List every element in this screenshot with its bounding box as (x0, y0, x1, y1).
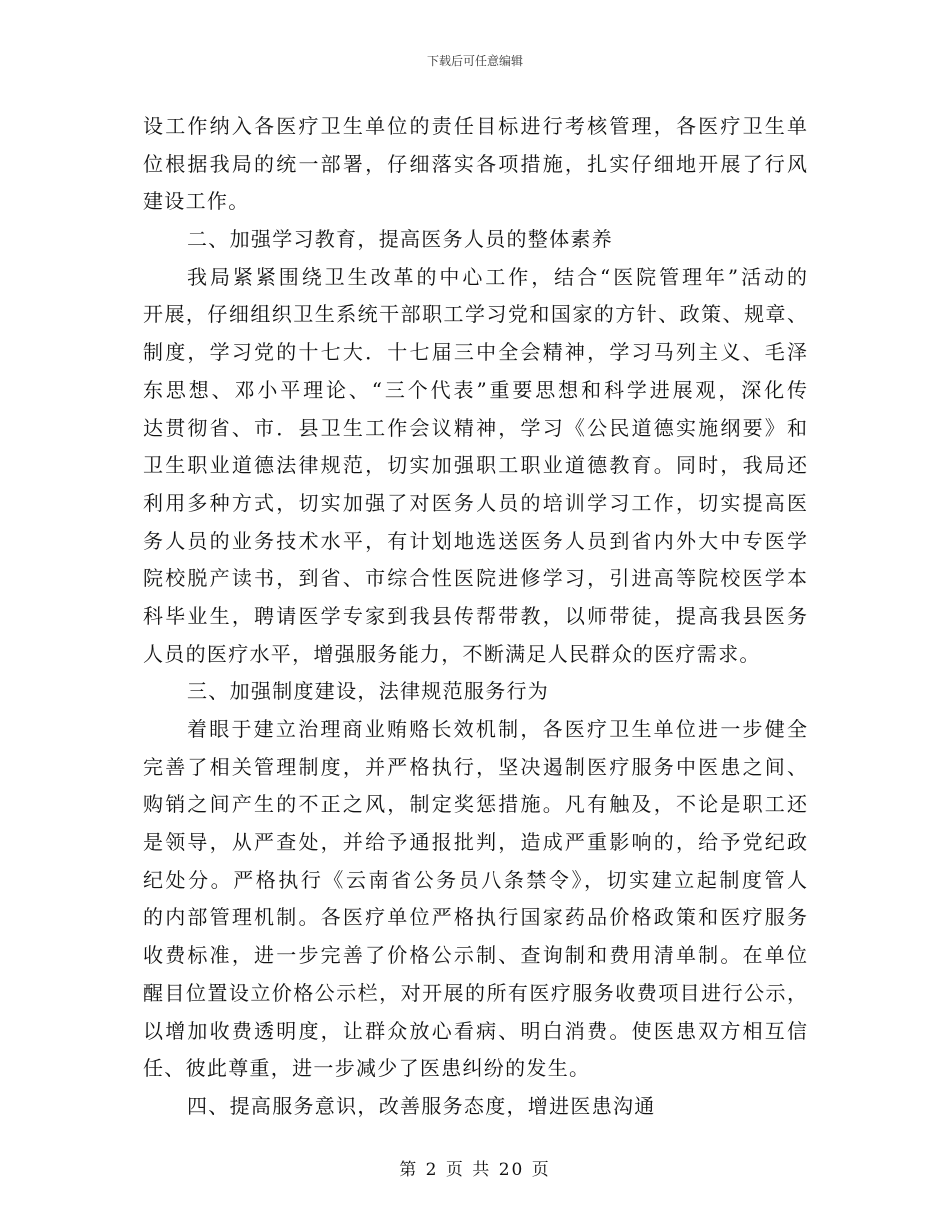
text-line: 务人员的业务技术水平，有计划地选送医务人员到省内外大中专医学 (143, 528, 807, 553)
text-line: 达贯彻省、市．县卫生工作会议精神，学习《公民道德实施纲要》和 (143, 415, 807, 440)
section-heading: 四、提高服务意识，改善服务态度，增进医患沟通 (187, 1093, 656, 1118)
text-line: 收费标准，进一步完善了价格公示制、查询制和费用清单制。在单位 (143, 943, 807, 968)
text-line: 制度，学习党的十七大．十七届三中全会精神，学习马列主义、毛泽 (143, 340, 807, 365)
text-line: 以增加收费透明度，让群众放心看病、明白消费。使医患双方相互信 (143, 1018, 807, 1043)
text-line: 东思想、邓小平理论、“三个代表”重要思想和科学进展观，深化传 (143, 377, 807, 402)
section-heading: 三、加强制度建设，法律规范服务行为 (187, 679, 550, 704)
document-body (143, 108, 807, 1126)
text-line: 开展，仔细组织卫生系统干部职工学习党和国家的方针、政策、规章、 (143, 302, 807, 327)
text-line: 任、彼此尊重，进一步减少了医患纠纷的发生。 (143, 1056, 591, 1081)
text-line: 院校脱产读书，到省、市综合性医院进修学习，引进高等院校医学本 (143, 566, 807, 591)
text-line: 的内部管理机制。各医疗单位严格执行国家药品价格政策和医疗服务 (143, 905, 807, 930)
text-line: 人员的医疗水平，增强服务能力，不断满足人民群众的医疗需求。 (143, 641, 761, 666)
text-line: 科毕业生，聘请医学专家到我县传帮带教，以师带徒，提高我县医务 (143, 603, 807, 628)
page-number: 第 2 页 共 20 页 (399, 1160, 551, 1180)
text-line: 卫生职业道德法律规范，切实加强职工职业道德教育。同时，我局还 (143, 453, 807, 478)
text-line: 购销之间产生的不正之风，制定奖惩措施。凡有触及，不论是职工还 (143, 792, 807, 817)
text-line: 利用多种方式，切实加强了对医务人员的培训学习工作，切实提高医 (143, 490, 807, 515)
text-line: 我局紧紧围绕卫生改革的中心工作，结合“医院管理年”活动的 (187, 264, 807, 289)
section-heading: 二、加强学习教育，提高医务人员的整体素养 (187, 227, 613, 252)
text-line: 设工作纳入各医疗卫生单位的责任目标进行考核管理，各医疗卫生单 (143, 114, 807, 138)
text-line: 是领导，从严查处，并给予通报批判，造成严重影响的，给予党纪政 (143, 830, 807, 855)
text-line: 纪处分。严格执行《云南省公务员八条禁令》，切实建立起制度管人 (143, 867, 807, 892)
text-line: 建设工作。 (143, 189, 250, 214)
header-note: 下载后可任意编辑 (426, 54, 523, 68)
text-line: 着眼于建立治理商业贿赂长效机制，各医疗卫生单位进一步健全 (187, 717, 807, 741)
text-line: 位根据我局的统一部署，仔细落实各项措施，扎实仔细地开展了行风 (143, 151, 807, 176)
text-line: 醒目位置设立价格公示栏，对开展的所有医疗服务收费项目进行公示， (143, 980, 807, 1005)
text-line: 完善了相关管理制度，并严格执行，坚决遏制医疗服务中医患之间、 (143, 754, 807, 779)
